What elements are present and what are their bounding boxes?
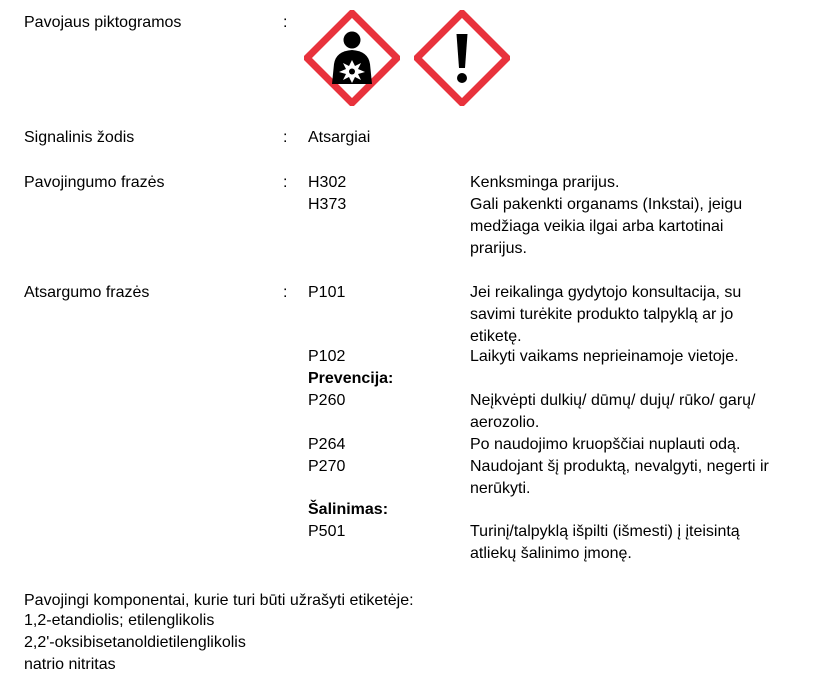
hazard-text-h302: Kenksminga prarijus. [470,174,620,191]
pictograms-colon: : [283,14,288,31]
precautionary-statements-colon: : [283,284,288,301]
prevention-heading: Prevencija: [308,370,394,387]
hazardous-components-heading: Pavojingi komponentai, kurie turi būti užrašyti etiketėje: [24,592,414,609]
ghs07-exclamation-mark-icon [414,10,510,106]
precaution-text-p260-line2: aerozolio. [470,414,540,431]
disposal-heading: Šalinimas: [308,501,389,518]
hazard-text-h373-line2: medžiaga veikia ilgai arba kartotinai [470,218,724,235]
signal-word-colon: : [283,129,288,146]
hazard-code-h373: H373 [308,196,347,213]
hazard-text-h373-line3: prarijus. [470,240,527,257]
precaution-text-p270-line2: nerūkyti. [470,480,531,497]
component-item: natrio nitritas [24,656,116,673]
precautionary-statements-label: Atsargumo frazės [24,284,150,301]
precaution-code-p102: P102 [308,348,346,365]
pictograms-label: Pavojaus piktogramos [24,14,182,31]
component-item: 1,2-etandiolis; etilenglikolis [24,612,215,629]
precaution-code-p270: P270 [308,458,346,475]
precaution-code-p101: P101 [308,284,346,301]
signal-word-label: Signalinis žodis [24,129,135,146]
component-item: 2,2'-oksibisetanoldietilenglikolis [24,634,246,651]
precaution-text-p101-line1: Jei reikalinga gydytojo konsultacija, su [470,284,742,301]
precaution-text-p270-line1: Naudojant šį produktą, nevalgyti, negerti ir [470,458,769,475]
precaution-text-p501-line1: Turinį/talpyklą išpilti (išmesti) į įteisintą [470,523,740,540]
precaution-code-p260: P260 [308,392,346,409]
precaution-code-p264: P264 [308,436,346,453]
precaution-text-p260-line1: Neįkvėpti dulkių/ dūmų/ dujų/ rūko/ garų/ [470,392,756,409]
hazard-statements-label: Pavojingumo frazės [24,174,165,191]
signal-word-value: Atsargiai [308,129,371,146]
precaution-code-p501: P501 [308,523,346,540]
precaution-text-p101-line3: etiketę. [470,328,522,345]
precaution-text-p102: Laikyti vaikams neprieinamoje vietoje. [470,348,739,365]
hazard-statements-colon: : [283,174,288,191]
ghs08-health-hazard-icon [304,10,400,106]
hazard-code-h302: H302 [308,174,347,191]
precaution-text-p264: Po naudojimo kruopščiai nuplauti odą. [470,436,741,453]
precaution-text-p101-line2: savimi turėkite produkto talpyklą ar jo [470,306,734,323]
precaution-text-p501-line2: atliekų šalinimo įmonę. [470,545,632,562]
hazard-text-h373-line1: Gali pakenkti organams (Inkstai), jeigu [470,196,743,213]
